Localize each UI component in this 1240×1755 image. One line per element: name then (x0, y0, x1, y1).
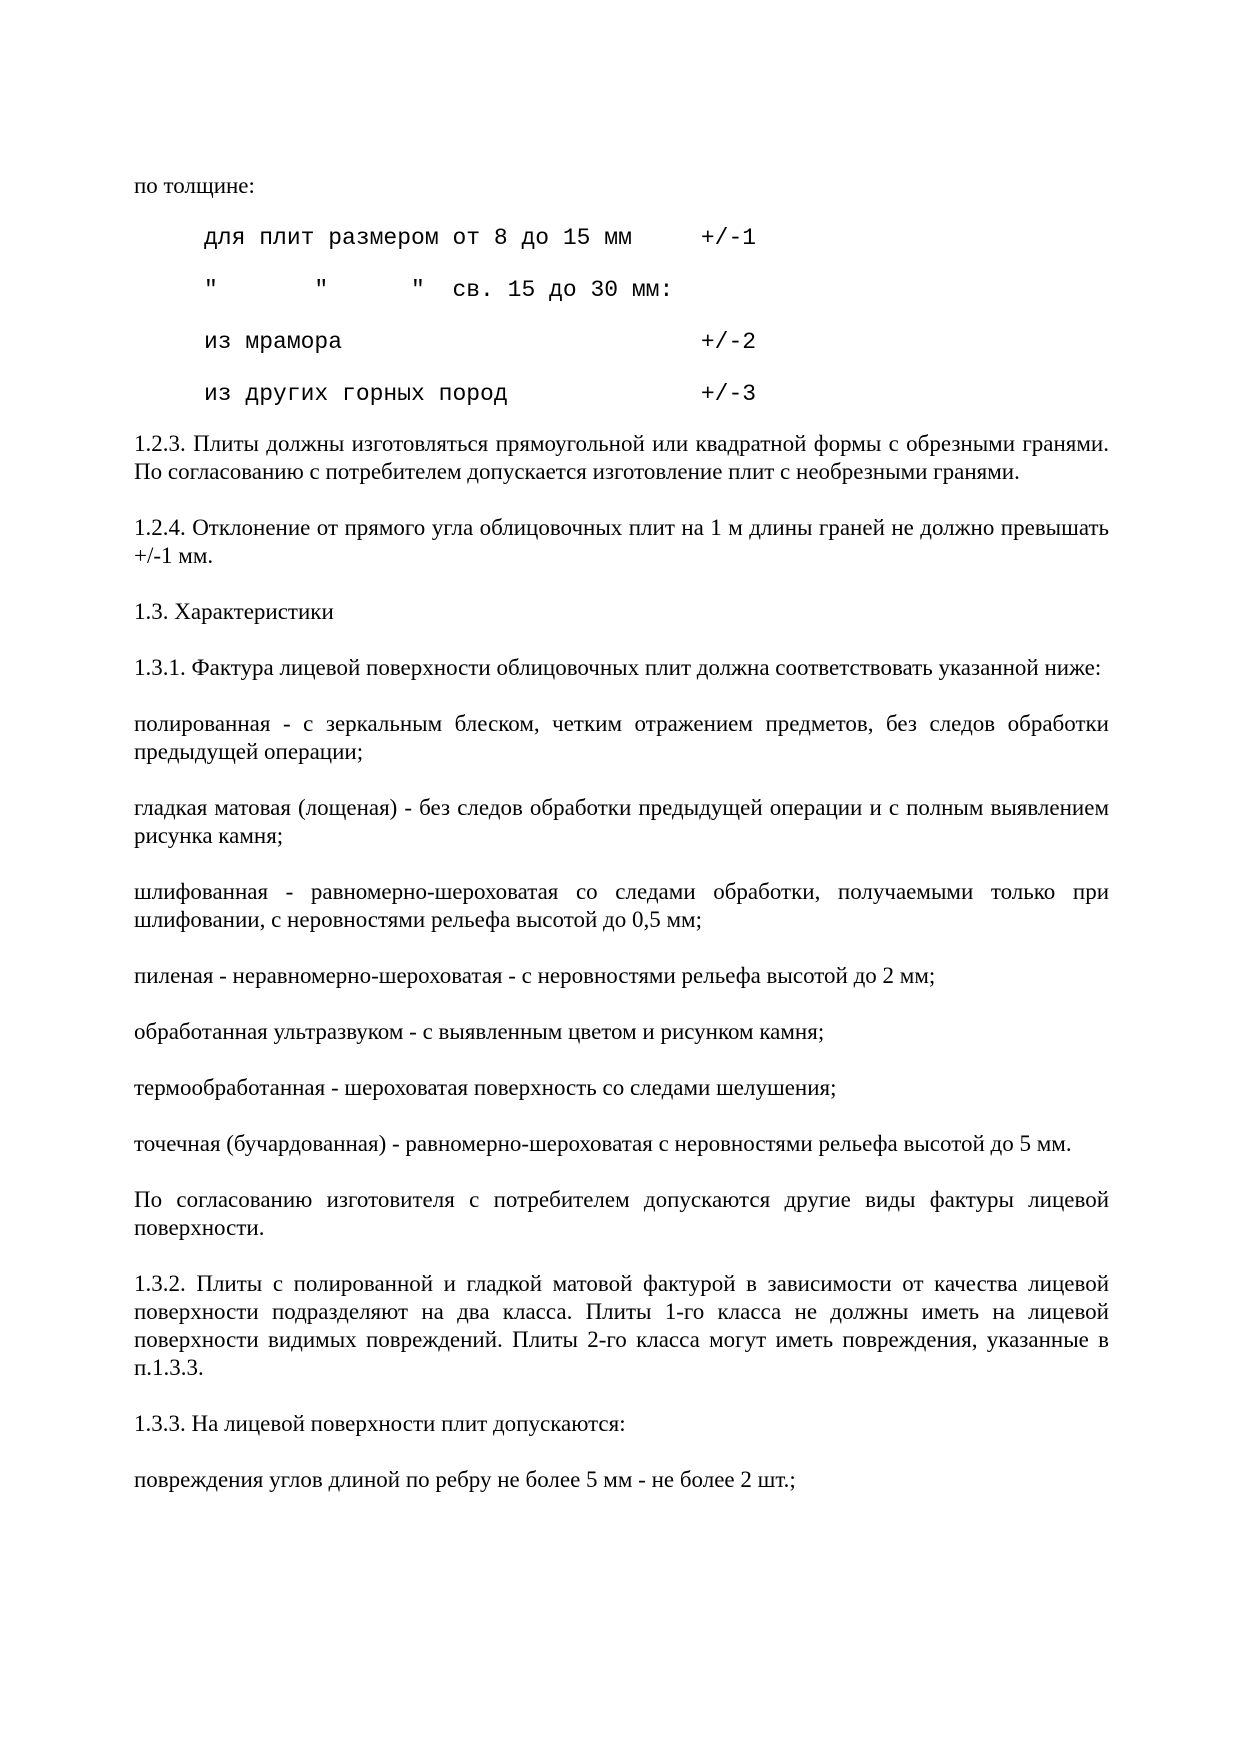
tolerance-line: для плит размером от 8 до 15 мм +/-1 (204, 225, 757, 251)
tolerance-line: " " " св. 15 до 30 мм: (204, 277, 674, 303)
texture-sawn: пиленая - неравномерно-шероховатая - с неровностями рельефа высотой до 2 мм; (134, 963, 936, 988)
texture-thermal: термообработанная - шероховатая поверхность со следами шелушения; (134, 1075, 837, 1100)
tolerance-line: из других горных пород +/-3 (204, 381, 757, 407)
paragraph-1-3-2: 1.3.2. Плиты с полированной и гладкой матовой фактурой в зависимости от качества лицевой поверхности подразделяют на два класса. Плиты 1-го класса не должны иметь на лицевой поверхности видимых повреждений. Плиты 2-го класса могут иметь повреждения, указанные в п.1.3.3. (134, 1271, 1109, 1380)
texture-ground: шлифованная - равномерно-шероховатая со следами обработки, получаемыми только при шлифовании, с неровностями рельефа высотой до 0,5 мм; (134, 879, 1109, 932)
document-page (134, 172, 1109, 1522)
texture-ultrasonic: обработанная ультразвуком - с выявленным цветом и рисунком камня; (134, 1019, 825, 1044)
section-heading-1-3: 1.3. Характеристики (134, 599, 334, 624)
paragraph-other-textures: По согласованию изготовителя с потребителем допускаются другие виды фактуры лицевой поверхности. (134, 1187, 1109, 1240)
paragraph-1-2-4: 1.2.4. Отклонение от прямого угла облицовочных плит на 1 м длины граней не должно превышать +/-1 мм. (134, 515, 1109, 568)
tolerance-table (204, 224, 1109, 408)
tolerance-line: из мрамора +/-2 (204, 329, 757, 355)
texture-bush-hammered: точечная (бучардованная) - равномерно-шероховатая с неровностями рельефа высотой до 5 мм. (134, 1131, 1072, 1156)
paragraph-1-2-3: 1.2.3. Плиты должны изготовляться прямоугольной или квадратной формы с обрезными гранями. По согласованию с потребителем допускается изготовление плит с необрезными гранями. (134, 431, 1109, 484)
intro-text: по толщине: (134, 173, 255, 198)
paragraph-corner-damage: повреждения углов длиной по ребру не более 5 мм - не более 2 шт.; (134, 1467, 796, 1492)
paragraph-1-3-1: 1.3.1. Фактура лицевой поверхности облицовочных плит должна соответствовать указанной ниже: (134, 655, 1102, 680)
texture-matte: гладкая матовая (лощеная) - без следов обработки предыдущей операции и с полным выявлением рисунка камня; (134, 795, 1109, 848)
texture-polished: полированная - с зеркальным блеском, четким отражением предметов, без следов обработки предыдущей операции; (134, 711, 1109, 764)
paragraph-1-3-3: 1.3.3. На лицевой поверхности плит допускаются: (134, 1411, 626, 1436)
